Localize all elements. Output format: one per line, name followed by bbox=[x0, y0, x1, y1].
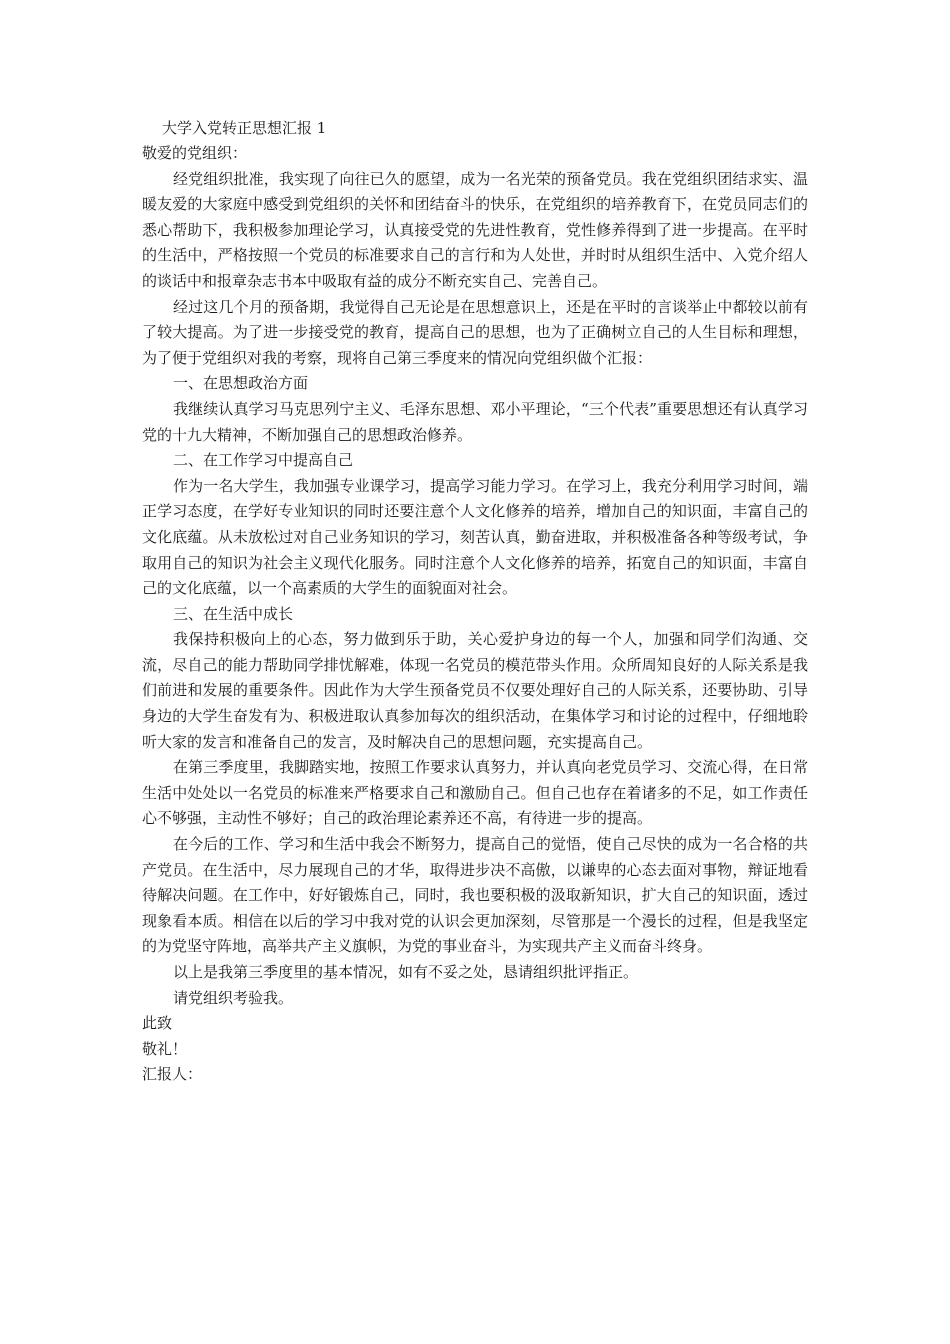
document-page bbox=[142, 116, 808, 1088]
section-heading: 一、在思想政治方面 bbox=[173, 374, 309, 393]
closing-line: 敬礼！ bbox=[142, 1039, 188, 1058]
paragraph: 经过这几个月的预备期，我觉得自己无论是在思想意识上，还是在平时的言谈举止中都较以前有了较大提高。为了进一步接受党的教育，提高自己的思想，也为了正确树立自己的人生目标和理想，为了便于党组织对我的考察，现将自己第三季度来的情况向党组织做个汇报： bbox=[142, 297, 808, 367]
paragraph: 在今后的工作、学习和生活中我会不断努力，提高自己的觉悟，使自己尽快的成为一名合格的共产党员。在生活中，尽力展现自己的才华，取得进步决不高傲，以谦卑的心态去面对事物，辩证地看待解决问题。在工作中，好好锻炼自己，同时，我也要积极的汲取新知识，扩大自己的知识面，透过现象看本质。相信在以后的学习中我对党的认识会更加深刻，尽管那是一个漫长的过程，但是我坚定的为党坚守阵地，高举共产主义旗帜，为党的事业奋斗，为实现共产主义而奋斗终身。 bbox=[142, 835, 808, 956]
closing-line: 此致 bbox=[142, 1014, 173, 1033]
paragraph: 我继续认真学习马克思列宁主义、毛泽东思想、邓小平理论，“三个代表”重要思想还有认真学习党的十九大精神，不断加强自己的思想政治修养。 bbox=[142, 399, 808, 444]
paragraph: 以上是我第三季度里的基本情况，如有不妥之处，恳请组织批评指正。 bbox=[173, 963, 639, 981]
paragraph: 作为一名大学生，我加强专业课学习，提高学习能力学习。在学习上，我充分利用学习时间，端正学习态度，在学好专业知识的同时还要注意个人文化修养的培养，增加自己的知识面，丰富自己的文化底蕴。从未放松过对自己业务知识的学习，刻苦认真，勤奋进取，并积极准备各种等级考试，争取用自己的知识为社会主义现代化服务。同时注意个人文化修养的培养，拓宽自己的知识面，丰富自己的文化底蕴，以一个高素质的大学生的面貌面对社会。 bbox=[142, 476, 808, 598]
salutation: 敬爱的党组织： bbox=[142, 144, 248, 162]
paragraph: 请党组织考验我。 bbox=[173, 988, 294, 1007]
document-title: 大学入党转正思想汇报 1 bbox=[162, 119, 327, 137]
paragraph: 在第三季度里，我脚踏实地，按照工作要求认真努力，并认真向老党员学习、交流心得，在日常生活中处处以一名党员的标准来严格要求自己和激励自己。但自己也存在着诸多的不足，如工作责任心不够强，主动性不够好；自己的政治理论素养还不高，有待进一步的提高。 bbox=[142, 758, 808, 828]
signature-line: 汇报人： bbox=[142, 1065, 203, 1084]
section-heading: 三、在生活中成长 bbox=[173, 604, 294, 623]
paragraph: 我保持积极向上的心态，努力做到乐于助，关心爱护身边的每一个人，加强和同学们沟通、交流，尽自己的能力帮助同学排忧解难，体现一名党员的模范带头作用。众所周知良好的人际关系是我们前进和发展的重要条件。因此作为大学生预备党员不仅要处理好自己的人际关系，还要协助、引导身边的大学生奋发有为、积极进取认真参加每次的组织活动，在集体学习和讨论的过程中，仔细地聆听大家的发言和准备自己的发言，及时解决自己的思想问题，充实提高自己。 bbox=[142, 630, 808, 751]
section-heading: 二、在工作学习中提高自己 bbox=[173, 451, 354, 470]
paragraph: 经党组织批准，我实现了向往已久的愿望，成为一名光荣的预备党员。我在党组织团结求实、温暖友爱的大家庭中感受到党组织的关怀和团结奋斗的快乐，在党组织的培养教育下，在党员同志们的悉心帮助下，我积极参加理论学习，认真接受党的先进性教育，党性修养得到了进一步提高。在平时的生活中，严格按照一个党员的标准要求自己的言行和为人处世，并时时从组织生活中、入党介绍人的谈话中和报章杂志书本中吸取有益的成分不断充实自己、完善自己。 bbox=[142, 169, 808, 290]
